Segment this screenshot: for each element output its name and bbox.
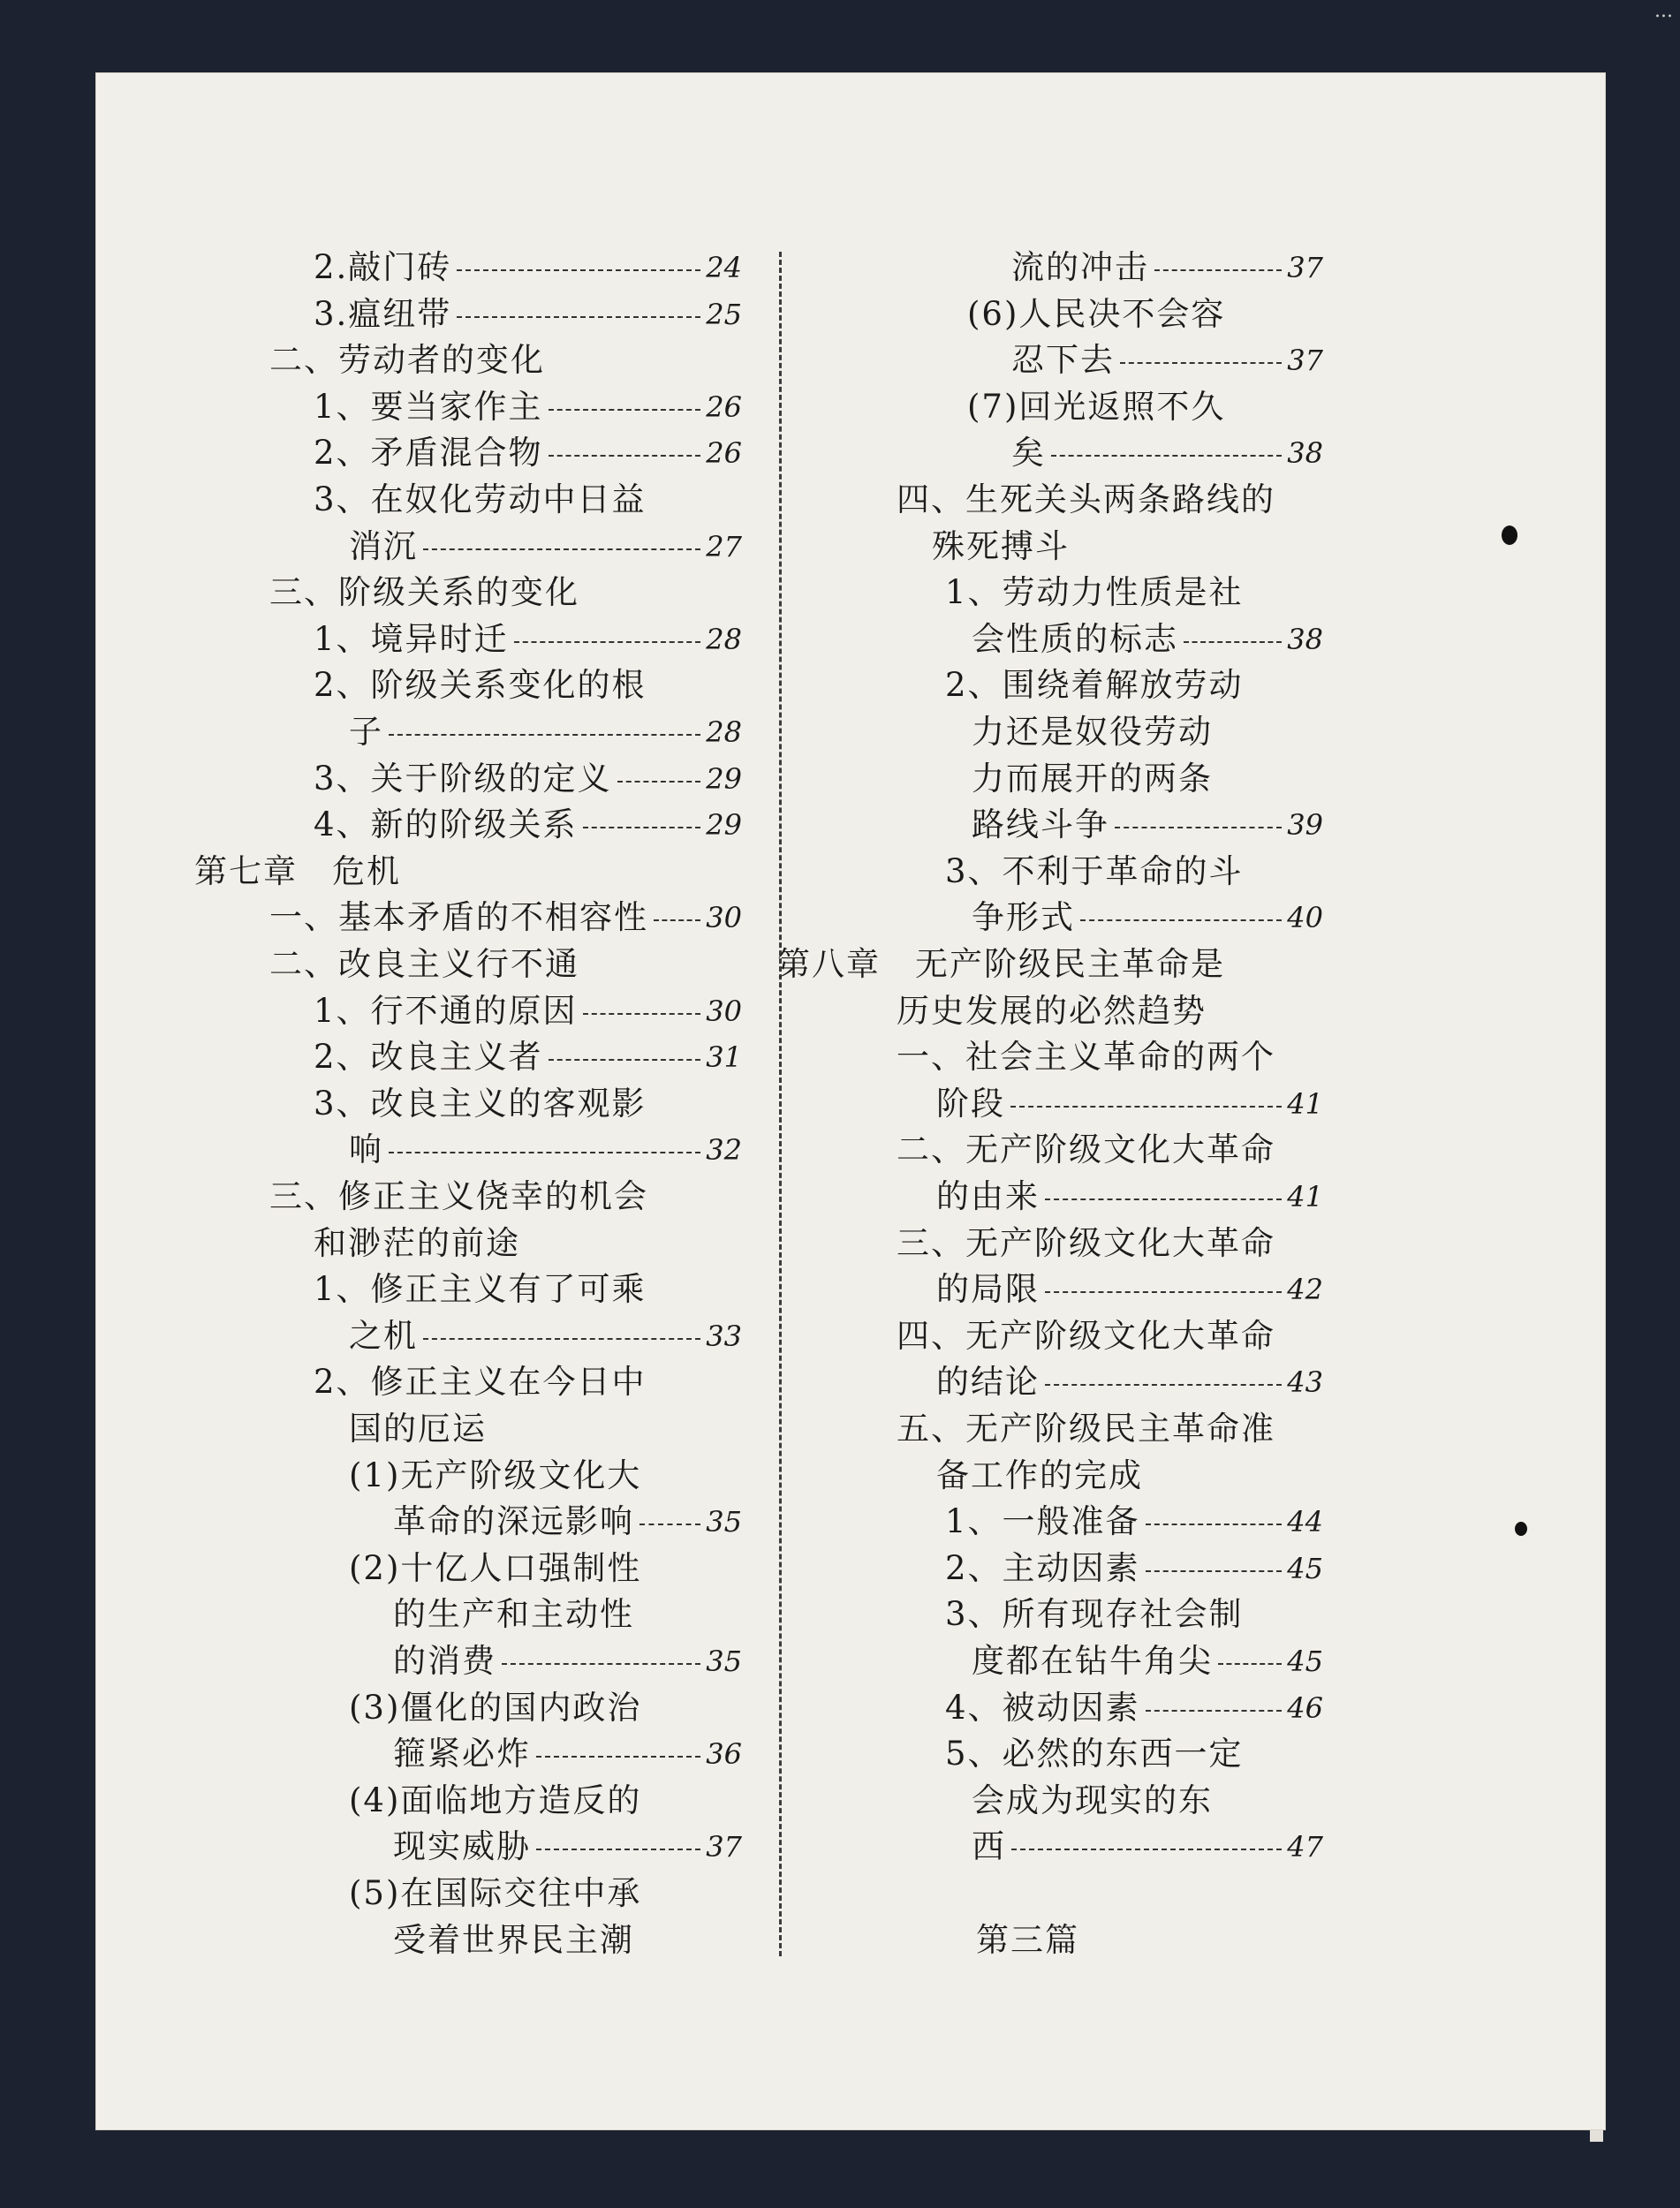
toc-dot-leader xyxy=(583,827,701,828)
toc-entry-title: 箍紧必炸 xyxy=(393,1735,531,1773)
toc-entry-title: 2、围绕着解放劳动 xyxy=(945,666,1244,705)
toc-entry xyxy=(1011,337,1323,383)
toc-page-number: 31 xyxy=(706,1040,742,1075)
toc-entry-title: 三、阶级关系的变化 xyxy=(269,573,579,612)
toc-dot-leader xyxy=(1045,1291,1282,1293)
toc-entry-title: 消沉 xyxy=(349,526,418,565)
toc-entry xyxy=(314,1267,647,1312)
toc-dot-leader xyxy=(549,1059,701,1061)
toc-entry-title: 的由来 xyxy=(936,1177,1040,1215)
toc-dot-leader xyxy=(536,1849,700,1850)
toc-entry-title: (4)面临地方造反的 xyxy=(349,1781,642,1819)
toc-entry-title: 2、改良主义者 xyxy=(314,1038,543,1077)
toc-page-number: 37 xyxy=(706,1830,742,1864)
toc-dot-leader xyxy=(1080,919,1282,921)
toc-entry-title: 历史发展的必然趋势 xyxy=(897,991,1207,1030)
toc-page-number: 38 xyxy=(1287,622,1323,656)
toc-entry xyxy=(945,1592,1244,1637)
toc-entry-title: 的局限 xyxy=(936,1270,1040,1309)
toc-entry xyxy=(314,802,742,848)
toc-entry xyxy=(349,1453,641,1499)
toc-entry xyxy=(936,1174,1323,1220)
toc-entry xyxy=(897,1127,1275,1173)
toc-entry xyxy=(393,1499,742,1545)
toc-entry xyxy=(269,1174,648,1220)
toc-entry xyxy=(967,291,1225,337)
toc-entry-title: 第三篇 xyxy=(976,1920,1079,1959)
toc-entry-title: 二、改良主义行不通 xyxy=(269,945,579,983)
toc-entry xyxy=(393,1824,742,1870)
toc-dot-leader xyxy=(389,734,700,736)
toc-entry xyxy=(897,477,1275,523)
toc-entry xyxy=(314,616,742,662)
toc-dot-leader xyxy=(639,1524,700,1525)
toc-entry-title: 现实威胁 xyxy=(393,1827,531,1866)
toc-entry xyxy=(194,849,401,895)
toc-entry-title: 3、关于阶级的定义 xyxy=(314,759,612,798)
toc-entry xyxy=(945,1546,1323,1592)
toc-entry xyxy=(972,802,1323,848)
toc-page-number: 44 xyxy=(1287,1505,1323,1539)
toc-entry-title: 备工作的完成 xyxy=(936,1456,1143,1494)
toc-entry xyxy=(349,1406,487,1452)
toc-dot-leader xyxy=(457,269,700,271)
toc-entry-title: 3、改良主义的客观影 xyxy=(314,1084,647,1123)
toc-entry-title: 的消费 xyxy=(393,1642,496,1680)
toc-entry-title: 四、生死关头两条路线的 xyxy=(897,480,1275,518)
toc-entry-title: 五、无产阶级民主革命准 xyxy=(897,1410,1275,1448)
toc-entry xyxy=(314,430,742,476)
toc-entry xyxy=(314,245,742,291)
toc-page-number: 37 xyxy=(1287,251,1323,284)
toc-entry-title: 二、劳动者的变化 xyxy=(269,341,545,380)
toc-entry xyxy=(972,756,1213,802)
toc-page-number: 24 xyxy=(706,251,742,284)
toc-dot-leader xyxy=(502,1663,700,1665)
toc-page-number: 25 xyxy=(706,297,742,331)
toc-entry-title: (6)人民决不会容 xyxy=(967,294,1226,333)
toc-page-number: 46 xyxy=(1287,1690,1323,1725)
toc-dot-leader xyxy=(1154,269,1282,271)
toc-dot-leader xyxy=(1115,827,1282,828)
toc-entry xyxy=(932,524,1070,570)
toc-entry xyxy=(945,662,1244,708)
toc-entry-title: 二、无产阶级文化大革命 xyxy=(897,1130,1275,1169)
toc-page-number: 26 xyxy=(706,436,742,471)
toc-dot-leader xyxy=(536,1756,700,1758)
punch-hole xyxy=(1502,526,1517,545)
toc-entry xyxy=(314,756,742,802)
toc-dot-leader xyxy=(1051,455,1282,457)
toc-page-number: 41 xyxy=(1287,1180,1323,1214)
toc-entry xyxy=(936,1359,1323,1405)
toc-dot-leader xyxy=(1120,362,1282,364)
toc-entry-title: 力而展开的两条 xyxy=(972,759,1213,798)
toc-dot-leader xyxy=(617,781,701,783)
toc-entry-title: 和渺茫的前途 xyxy=(314,1223,520,1262)
toc-entry xyxy=(349,1685,641,1731)
toc-entry xyxy=(314,1081,647,1127)
toc-page-number: 47 xyxy=(1287,1830,1323,1864)
toc-entry-title: 2.敲门砖 xyxy=(314,248,452,286)
toc-entry xyxy=(349,1871,641,1917)
toc-dot-leader xyxy=(549,455,701,457)
toc-entry-title: 争形式 xyxy=(972,898,1075,937)
toc-entry-title: 一、基本矛盾的不相容性 xyxy=(269,898,648,937)
toc-entry-title: 忍下去 xyxy=(1011,341,1115,380)
toc-page-number: 40 xyxy=(1287,901,1323,935)
toc-entry-title: 路线斗争 xyxy=(972,805,1109,844)
toc-entry-title: 2、阶级关系变化的根 xyxy=(314,666,647,705)
toc-entry xyxy=(314,477,647,523)
toc-entry-title: 1、修正主义有了可乘 xyxy=(314,1270,647,1309)
toc-entry xyxy=(936,1081,1323,1127)
toc-dot-leader xyxy=(514,641,701,643)
toc-page-number: 39 xyxy=(1287,808,1323,843)
toc-entry xyxy=(314,291,742,337)
toc-page-number: 28 xyxy=(706,622,742,656)
toc-entry-title: (3)僵化的国内政治 xyxy=(349,1688,642,1727)
toc-entry-title: 流的冲击 xyxy=(1011,248,1149,286)
toc-entry-title: 一、社会主义革命的两个 xyxy=(897,1038,1275,1077)
toc-dot-leader xyxy=(1184,641,1282,643)
toc-page-number: 32 xyxy=(706,1133,742,1168)
toc-entry-title: (5)在国际交往中承 xyxy=(349,1874,642,1912)
toc-entry xyxy=(972,616,1323,662)
toc-entry-title: 之机 xyxy=(349,1316,418,1355)
toc-page-number: 33 xyxy=(706,1319,742,1353)
toc-entry xyxy=(972,1638,1323,1684)
toc-entry xyxy=(349,1127,742,1173)
toc-entry-title: 殊死搏斗 xyxy=(932,526,1070,565)
toc-entry-title: 西 xyxy=(972,1827,1006,1866)
toc-entry xyxy=(349,709,742,755)
toc-entry-title: 1、一般准备 xyxy=(945,1502,1140,1541)
toc-page-number: 38 xyxy=(1287,436,1323,471)
toc-entry xyxy=(897,1221,1275,1267)
toc-entry-title: 4、新的阶级关系 xyxy=(314,805,578,844)
toc-entry-title: 1、境异时迁 xyxy=(314,619,509,658)
toc-entry xyxy=(349,524,742,570)
toc-entry-title: 三、无产阶级文化大革命 xyxy=(897,1223,1275,1262)
column-divider xyxy=(779,252,782,1956)
toc-entry xyxy=(349,1546,641,1592)
toc-entry-title: 4、被动因素 xyxy=(945,1688,1140,1727)
toc-entry-title: 3、在奴化劳动中日益 xyxy=(314,480,647,518)
toc-dot-leader xyxy=(1010,1106,1282,1108)
toc-entry xyxy=(393,1917,634,1963)
toc-entry-title: 子 xyxy=(349,713,383,751)
toc-entry-title: 革命的深远影响 xyxy=(393,1502,634,1541)
toc-entry-title: 阶段 xyxy=(936,1084,1005,1123)
toc-entry xyxy=(777,941,1225,987)
toc-page-number: 41 xyxy=(1287,1086,1323,1121)
toc-page-number: 43 xyxy=(1287,1365,1323,1400)
toc-dot-leader xyxy=(1218,1663,1282,1665)
toc-dot-leader xyxy=(1045,1384,1282,1386)
toc-page-number: 37 xyxy=(1287,344,1323,378)
toc-dot-leader xyxy=(457,316,700,318)
toc-entry xyxy=(349,1313,742,1359)
toc-entry xyxy=(1011,430,1323,476)
toc-entry xyxy=(314,988,742,1034)
toc-entry xyxy=(314,1034,742,1080)
toc-entry xyxy=(393,1592,634,1637)
toc-entry-title: (7)回光返照不久 xyxy=(967,387,1226,426)
toc-entry xyxy=(967,384,1225,430)
toc-entry-title: 的生产和主动性 xyxy=(393,1595,634,1634)
toc-entry xyxy=(972,1778,1213,1824)
toc-entry-title: 2、矛盾混合物 xyxy=(314,434,543,473)
corner-mark: ... xyxy=(1654,0,1673,22)
toc-entry-title: 国的厄运 xyxy=(349,1410,487,1448)
toc-dot-leader xyxy=(1146,1710,1283,1712)
toc-dot-leader xyxy=(423,548,700,550)
toc-page-number: 30 xyxy=(706,994,742,1028)
toc-entry xyxy=(349,1778,641,1824)
toc-entry xyxy=(897,1313,1275,1359)
toc-entry xyxy=(945,1499,1323,1545)
toc-dot-leader xyxy=(1011,1849,1282,1850)
toc-dot-leader xyxy=(654,919,700,921)
toc-entry xyxy=(945,849,1244,895)
toc-entry-title: 第八章 无产阶级民主革命是 xyxy=(777,945,1225,983)
toc-entry xyxy=(897,988,1207,1034)
toc-entry-title: 1、劳动力性质是社 xyxy=(945,573,1244,612)
toc-entry xyxy=(897,1406,1275,1452)
toc-entry xyxy=(314,1359,647,1405)
toc-entry-title: 3、不利于革命的斗 xyxy=(945,851,1244,890)
toc-page-number: 30 xyxy=(706,901,742,935)
toc-entry-title: 四、无产阶级文化大革命 xyxy=(897,1316,1275,1355)
toc-page-number: 27 xyxy=(706,529,742,563)
toc-page-number: 29 xyxy=(706,761,742,796)
toc-entry-title: 会成为现实的东 xyxy=(972,1781,1213,1819)
toc-dot-leader xyxy=(583,1013,701,1015)
toc-entry-title: 5、必然的东西一定 xyxy=(945,1735,1244,1773)
toc-entry-title: (2)十亿人口强制性 xyxy=(349,1548,642,1587)
toc-entry xyxy=(976,1917,1079,1963)
toc-page-number: 42 xyxy=(1287,1273,1323,1307)
toc-entry xyxy=(897,1034,1275,1080)
toc-entry xyxy=(269,941,579,987)
toc-entry-title: 1、要当家作主 xyxy=(314,387,543,426)
toc-entry xyxy=(972,1824,1323,1870)
toc-entry xyxy=(269,570,579,616)
toc-entry xyxy=(1011,245,1323,291)
toc-page-number: 36 xyxy=(706,1737,742,1772)
toc-entry-title: 受着世界民主潮 xyxy=(393,1920,634,1959)
toc-page-number: 26 xyxy=(706,389,742,424)
toc-entry-title: 3、所有现存社会制 xyxy=(945,1595,1244,1634)
toc-page-number: 29 xyxy=(706,808,742,843)
punch-hole xyxy=(1515,1522,1527,1536)
toc-entry xyxy=(269,895,742,941)
toc-entry-title: 的结论 xyxy=(936,1363,1040,1402)
toc-entry xyxy=(936,1267,1323,1312)
toc-entry xyxy=(393,1638,742,1684)
toc-dot-leader xyxy=(1146,1524,1283,1525)
toc-dot-leader xyxy=(423,1338,700,1340)
toc-entry xyxy=(972,895,1323,941)
toc-entry xyxy=(945,570,1244,616)
toc-entry xyxy=(269,337,545,383)
toc-entry-title: (1)无产阶级文化大 xyxy=(349,1456,642,1494)
toc-entry-title: 1、行不通的原因 xyxy=(314,991,578,1030)
toc-entry-title: 响 xyxy=(349,1130,383,1169)
toc-entry-title: 3.瘟纽带 xyxy=(314,294,452,333)
toc-entry-title: 力还是奴役劳动 xyxy=(972,713,1213,751)
toc-page-number: 28 xyxy=(706,715,742,749)
toc-entry-title: 度都在钻牛角尖 xyxy=(972,1642,1213,1680)
toc-page-number: 45 xyxy=(1287,1645,1323,1678)
toc-entry-title: 2、修正主义在今日中 xyxy=(314,1363,647,1402)
toc-dot-leader xyxy=(389,1152,700,1153)
toc-entry-title: 2、主动因素 xyxy=(945,1548,1140,1587)
toc-page-number: 45 xyxy=(1287,1551,1323,1585)
toc-entry xyxy=(314,1221,520,1267)
toc-entry xyxy=(945,1731,1244,1777)
toc-entry-title: 三、修正主义侥幸的机会 xyxy=(269,1177,648,1215)
toc-dot-leader xyxy=(1146,1570,1283,1572)
toc-entry xyxy=(393,1731,742,1777)
toc-entry xyxy=(972,709,1213,755)
toc-page-number: 35 xyxy=(706,1645,742,1678)
toc-entry xyxy=(936,1453,1143,1499)
toc-dot-leader xyxy=(1045,1199,1282,1200)
toc-entry xyxy=(314,662,647,708)
toc-entry xyxy=(314,384,742,430)
toc-entry xyxy=(945,1685,1323,1731)
toc-entry-title: 第七章 危机 xyxy=(194,851,401,890)
toc-dot-leader xyxy=(549,409,701,411)
toc-page-number: 35 xyxy=(706,1505,742,1539)
toc-entry-title: 矣 xyxy=(1011,434,1046,473)
toc-entry-title: 会性质的标志 xyxy=(972,619,1178,658)
